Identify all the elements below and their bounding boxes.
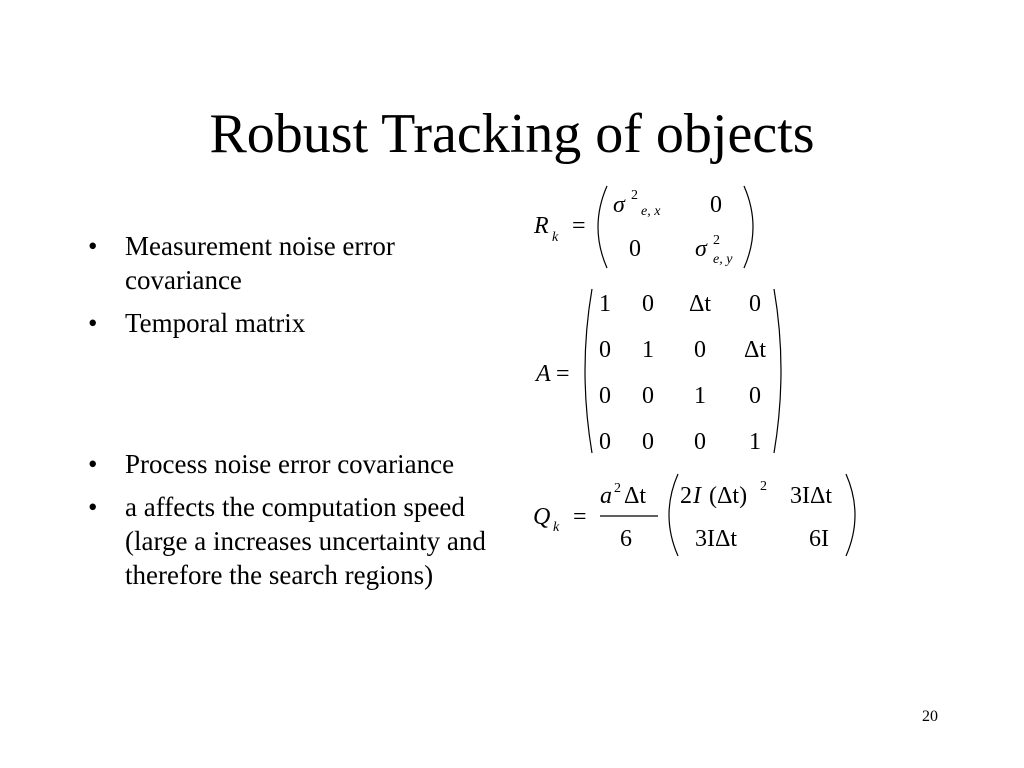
rk-zero-12: 0 <box>710 192 722 218</box>
rk-sub-y: e, y <box>713 252 733 267</box>
rk-lhs: R <box>534 213 549 239</box>
qk-lhs-sub: k <box>553 520 560 535</box>
qk-m11-sup: 2 <box>760 479 767 494</box>
qk-m12: 3IΔt <box>790 483 833 509</box>
qk-num-a: a <box>600 483 612 509</box>
rk-zero-21: 0 <box>629 236 641 262</box>
qk-num-sup: 2 <box>614 481 621 496</box>
a-cell-r2-c4: Δt <box>743 337 767 363</box>
measurement-covariance-equation <box>525 180 765 280</box>
bullet-item <box>88 229 508 297</box>
a-cell-r2-c2: 1 <box>642 337 654 363</box>
qk-right-paren <box>846 474 855 556</box>
bullet-text: Process noise error covariance <box>125 449 455 479</box>
rk-sup-y: 2 <box>713 233 720 248</box>
bullet-list-bottom <box>88 447 528 601</box>
a-matrix-svg <box>530 285 790 460</box>
bullet-text: Measurement noise error covariance <box>125 231 395 295</box>
qk-num-dt: Δt <box>624 483 647 509</box>
bullet-text: a affects the computation speed (large a increases uncertainty and therefore the search regions) <box>125 492 486 590</box>
rk-lhs-sub: k <box>552 230 559 245</box>
a-cell-r1-c3: Δt <box>688 291 712 317</box>
rk-left-paren <box>598 186 607 268</box>
a-cell-r1-c4: 0 <box>749 291 761 317</box>
bullet-item <box>88 447 528 481</box>
a-cell-r4-c3: 0 <box>694 429 706 455</box>
bullet-item <box>88 306 508 340</box>
a-cell-r1-c2: 0 <box>642 291 654 317</box>
a-cell-r3-c1: 0 <box>599 383 611 409</box>
bullet-text: Temporal matrix <box>125 308 306 338</box>
a-equals: = <box>556 361 570 387</box>
slide-title: Robust Tracking of objects <box>209 103 815 165</box>
a-cell-r3-c3: 1 <box>694 383 706 409</box>
rk-matrix-svg <box>525 180 765 275</box>
a-cell-r2-c1: 0 <box>599 337 611 363</box>
rk-sigma-x: σ <box>613 192 625 218</box>
a-lhs: A <box>536 361 551 387</box>
a-cell-r3-c4: 0 <box>749 383 761 409</box>
temporal-matrix-equation <box>530 285 790 465</box>
bullet-icon: • <box>88 231 98 261</box>
a-left-paren <box>585 289 592 453</box>
process-covariance-equation <box>528 470 868 570</box>
rk-sub-x: e, x <box>641 204 661 219</box>
a-matrix-cells <box>599 291 766 455</box>
qk-matrix-svg <box>528 470 868 565</box>
bullet-item <box>88 490 528 592</box>
a-right-paren <box>774 289 781 453</box>
qk-lhs: Q <box>533 504 551 530</box>
bullet-icon: • <box>88 492 98 522</box>
rk-equals: = <box>572 213 586 239</box>
qk-m11-I: I <box>693 483 701 509</box>
rk-sup-x: 2 <box>631 188 638 203</box>
a-cell-r2-c3: 0 <box>694 337 706 363</box>
qk-equals: = <box>573 504 587 530</box>
qk-left-paren <box>669 474 678 556</box>
a-cell-r4-c2: 0 <box>642 429 654 455</box>
a-cell-r1-c1: 1 <box>599 291 611 317</box>
qk-den: 6 <box>620 526 632 552</box>
bullet-icon: • <box>88 449 98 479</box>
bullet-icon: • <box>88 308 98 338</box>
qk-m11-coef: 2 <box>680 483 692 509</box>
qk-m11-paren: (Δt) <box>709 483 748 509</box>
a-cell-r4-c1: 0 <box>599 429 611 455</box>
a-cell-r4-c4: 1 <box>749 429 761 455</box>
qk-m21: 3IΔt <box>695 526 738 552</box>
a-cell-r3-c2: 0 <box>642 383 654 409</box>
page-number: 20 <box>922 708 938 725</box>
bullet-list-top <box>88 229 508 349</box>
rk-right-paren <box>744 186 753 268</box>
qk-m22: 6I <box>809 526 829 552</box>
rk-sigma-y: σ <box>695 236 707 262</box>
